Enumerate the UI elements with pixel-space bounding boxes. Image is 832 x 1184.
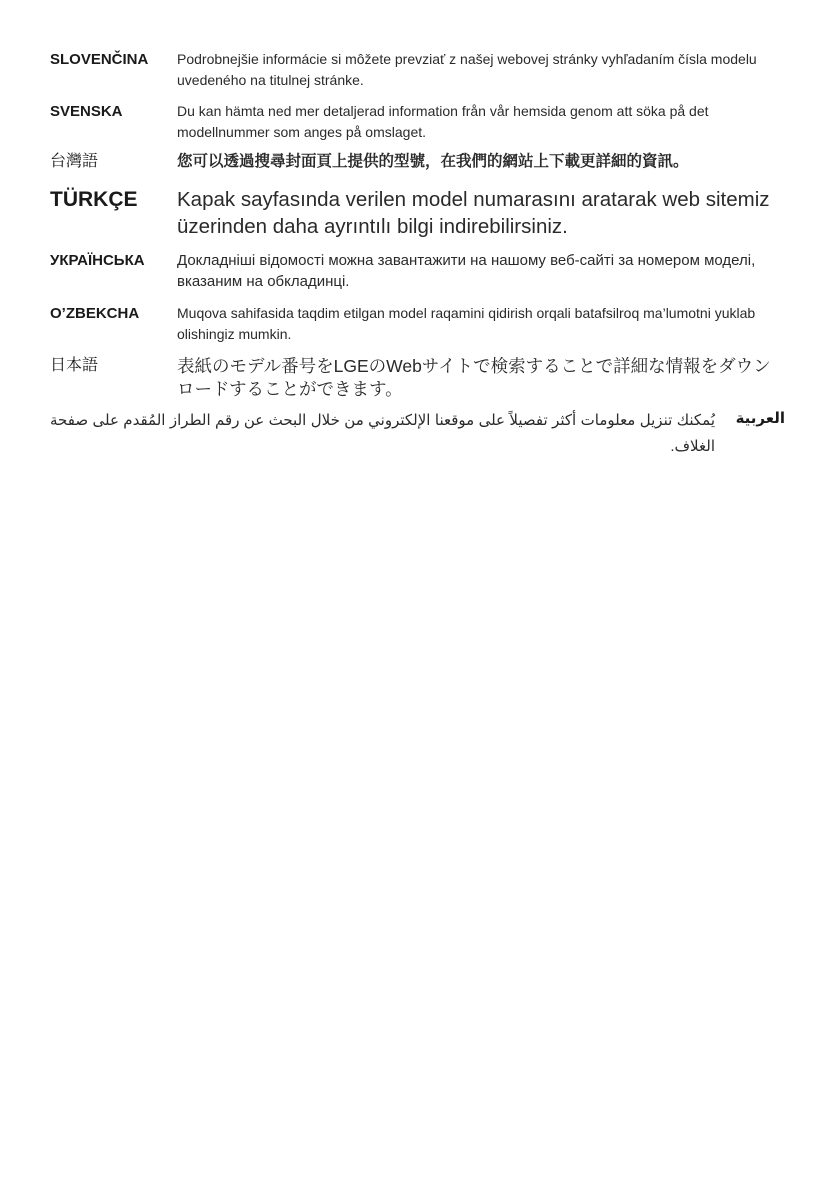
language-label: SVENSKA xyxy=(50,103,123,120)
language-label: 台灣語 xyxy=(50,153,99,170)
entry-taiwanese xyxy=(50,151,785,175)
language-text: يُمكنك تنزيل معلومات أكثر تفصيلاً على موقعنا الإلكتروني من خلال البحث عن رقم الطراز المُقدم على صفحة الغلاف. xyxy=(50,412,715,455)
entry-arabic xyxy=(50,408,785,468)
entry-svenska xyxy=(50,101,785,145)
entry-uzbek xyxy=(50,303,785,347)
language-text: Podrobnejšie informácie si môžete prevziať z našej webovej stránky vyhľadaním čísla modelu uvedeného na titulnej stránke. xyxy=(177,51,757,88)
entry-japanese xyxy=(50,355,785,403)
language-label: O’ZBEKCHA xyxy=(50,305,140,322)
language-label: TÜRKÇE xyxy=(50,188,138,211)
language-text: Kapak sayfasında verilen model numarasını aratarak web sitemiz üzerinden daha ayrıntılı bilgi indirebilirsiniz. xyxy=(177,188,770,238)
language-label: SLOVENČINA xyxy=(50,51,149,68)
language-text: 您可以透過搜尋封面頁上提供的型號，在我們的網站上下載更詳細的資訊。 xyxy=(177,153,689,170)
language-text: 表紙のモデル番号をLGEのWebサイトで検索することで詳細な情報をダウンロードすることができます。 xyxy=(177,356,771,399)
language-text: Du kan hämta ned mer detaljerad information från vår hemsida genom att söka på det modellnummer som anges på omslaget. xyxy=(177,103,709,140)
entry-turkce xyxy=(50,186,785,242)
language-text: Muqova sahifasida taqdim etilgan model raqamini qidirish orqali batafsilroq ma’lumotni yuklab olishingiz mumkin. xyxy=(177,305,756,342)
language-label: УКРАЇНСЬКА xyxy=(50,252,145,269)
language-label: العربية xyxy=(735,410,785,427)
entry-slovencina xyxy=(50,49,785,93)
language-text: Докладніші відомості можна завантажити на нашому веб-сайті за номером моделі, вказаним на обкладинці. xyxy=(177,252,756,290)
language-label: 日本語 xyxy=(50,357,99,374)
entry-ukrainian xyxy=(50,250,785,294)
